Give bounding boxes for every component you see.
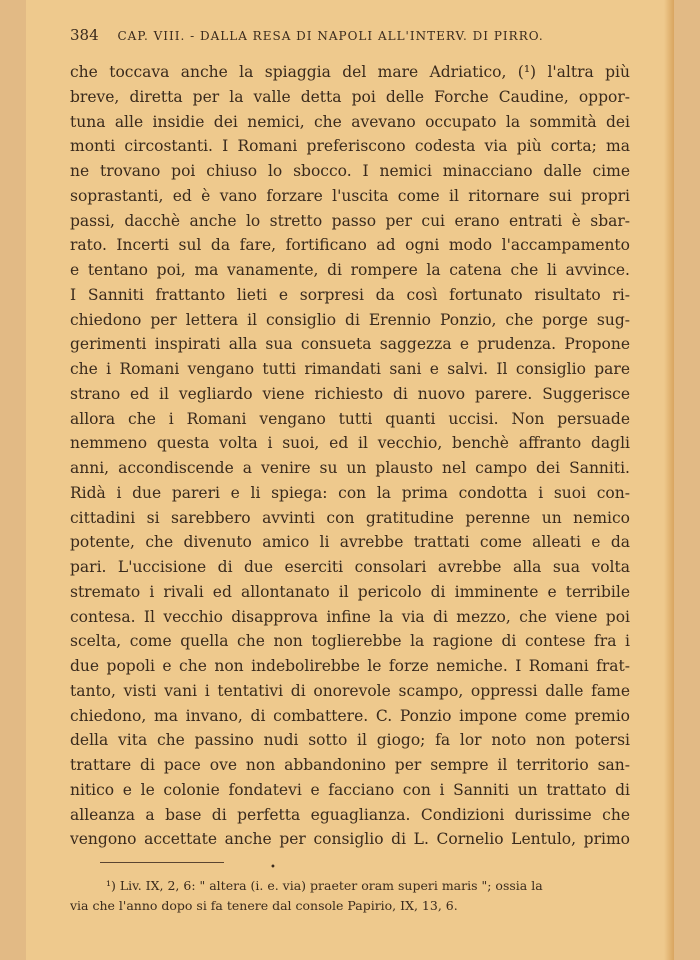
text-line: alleanza a base di perfetta eguaglianza. Condizioni durissime che bbox=[70, 805, 630, 824]
text-line: potente, che divenuto amico li avrebbe trattati come alleati e da bbox=[70, 533, 630, 552]
text-line: tanto, visti vani i tentativi di onorevole scampo, oppressi dalle fame bbox=[70, 681, 630, 700]
text-line: chiedono per lettera il consiglio di Erennio Ponzio, che porge sug- bbox=[70, 310, 630, 329]
footnote-line: via che l'anno dopo si fa tenere dal console Papirio, IX, 13, 6. bbox=[70, 898, 458, 913]
text-line: rato. Incerti sul da fare, fortificano ad ogni modo l'accampamento bbox=[70, 236, 630, 255]
footnote-rule bbox=[100, 862, 224, 863]
text-line: strano ed il vegliardo viene richiesto di nuovo parere. Suggerisce bbox=[70, 384, 630, 403]
text-line: chiedono, ma invano, di combattere. C. Ponzio impone come premio bbox=[70, 706, 630, 725]
text-line: ne trovano poi chiuso lo sbocco. I nemici minacciano dalle cime bbox=[70, 162, 630, 180]
footnote-line: ¹) Liv. IX, 2, 6: " altera (i. e. via) praeter oram superi maris "; ossia la bbox=[106, 878, 543, 893]
text-line: che toccava anche la spiaggia del mare Adriatico, (¹) l'altra più bbox=[70, 63, 630, 81]
text-line: scelta, come quella che non toglierebbe la ragione di contese fra i bbox=[70, 632, 630, 651]
text-line: nemmeno questa volta i suoi, ed il vecchio, benchè affranto dagli bbox=[70, 434, 630, 453]
text-line: nitico e le colonie fondatevi e facciano con i Sanniti un trattato di bbox=[70, 780, 630, 799]
text-line: vengono accettate anche per consiglio di L. Cornelio Lentulo, primo bbox=[70, 830, 630, 849]
text-line: contesa. Il vecchio disapprova infine la via di mezzo, che viene poi bbox=[70, 607, 630, 626]
page-edge-shadow bbox=[664, 0, 674, 960]
text-line: monti circostanti. I Romani preferiscono codesta via più corta; ma bbox=[70, 137, 630, 156]
text-line: passi, dacchè anche lo stretto passo per cui erano entrati è sbar- bbox=[70, 211, 630, 230]
text-line: anni, accondiscende a venire su un plausto nel campo dei Sanniti. bbox=[70, 459, 630, 477]
text-line: stremato i rivali ed allontanato il pericolo di imminente e terribile bbox=[70, 582, 630, 601]
text-line: breve, diretta per la valle detta poi delle Forche Caudine, oppor- bbox=[70, 87, 630, 106]
text-line: trattare di pace ove non abbandonino per sempre il territorio san- bbox=[70, 756, 630, 774]
text-line: Ridà i due pareri e li spiega: con la prima condotta i suoi con- bbox=[70, 483, 630, 502]
text-line: gerimenti inspirati alla sua consueta saggezza e prudenza. Propone bbox=[70, 335, 630, 354]
running-head bbox=[70, 26, 590, 44]
page-number: 384 bbox=[70, 26, 99, 44]
running-title: CAP. VIII. - DALLA RESA DI NAPOLI ALL'INTERV. DI PIRRO. bbox=[117, 29, 544, 43]
text-line: pari. L'uccisione di due eserciti consolari avrebbe alla sua volta bbox=[70, 558, 630, 576]
text-line: che i Romani vengano tutti rimandati sani e salvi. Il consiglio pare bbox=[70, 360, 630, 378]
text-line: allora che i Romani vengano tutti quanti uccisi. Non persuade bbox=[70, 409, 630, 428]
text-line: cittadini si sarebbero avvinti con gratitudine perenne un nemico bbox=[70, 508, 630, 527]
body-text bbox=[70, 60, 630, 852]
text-line: I Sanniti frattanto lieti e sorpresi da così fortunato risultato ri- bbox=[70, 285, 630, 304]
text-line: due popoli e che non indebolirebbe le forze nemiche. I Romani frat- bbox=[70, 657, 630, 675]
footnote bbox=[70, 876, 630, 916]
text-line: tuna alle insidie dei nemici, che avevano occupato la sommità dei bbox=[70, 112, 630, 131]
text-line: soprastanti, ed è vano forzare l'uscita come il ritornare sui propri bbox=[70, 186, 630, 205]
text-line: e tentano poi, ma vanamente, di rompere la catena che li avvince. bbox=[70, 261, 630, 279]
printer-mark: • bbox=[270, 862, 276, 873]
text-line: della vita che passino nudi sotto il giogo; fa lor noto non potersi bbox=[70, 731, 630, 750]
